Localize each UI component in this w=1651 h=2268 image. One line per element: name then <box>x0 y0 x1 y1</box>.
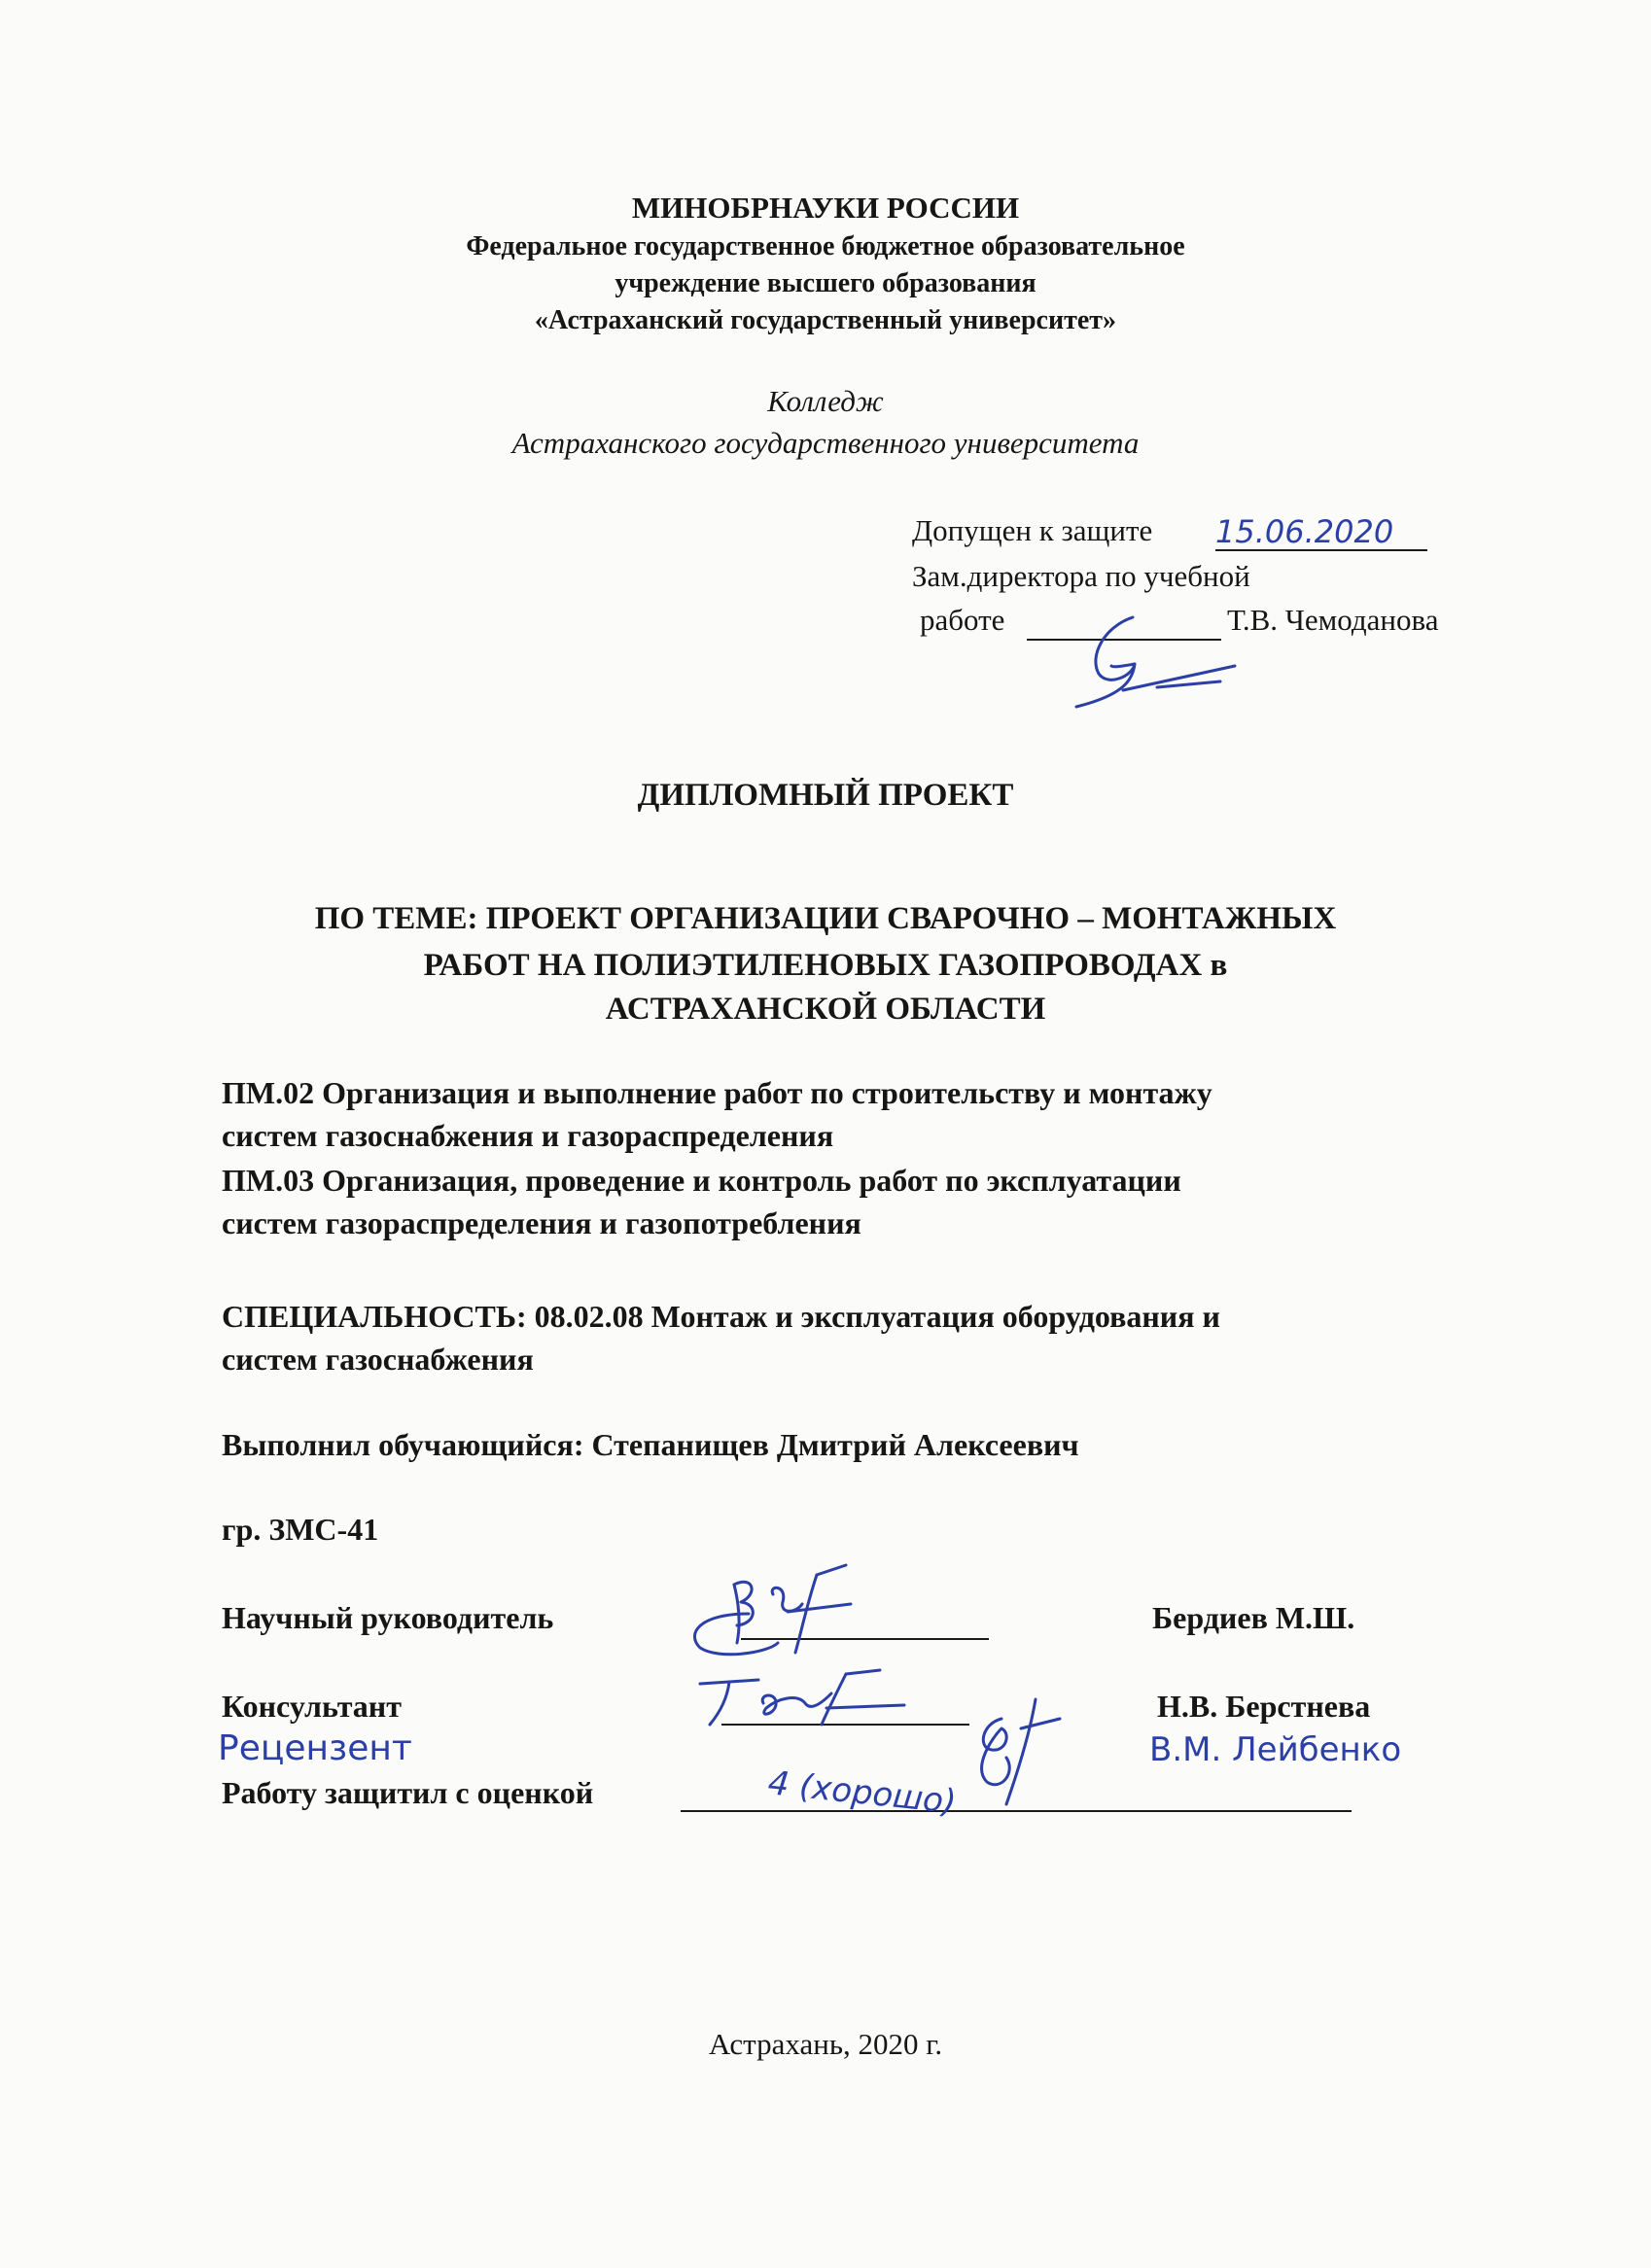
topic-line-1: ПО ТЕМЕ: ПРОЕКТ ОРГАНИЗАЦИИ СВАРОЧНО – МОНТАЖНЫХ <box>314 901 1337 936</box>
specialty-line-1: СПЕЦИАЛЬНОСТЬ: 08.02.08 Монтаж и эксплуатация оборудования и <box>222 1299 1220 1334</box>
consultant-name: Н.В. Берстнева <box>1157 1689 1371 1724</box>
city-year: Астрахань, 2020 г. <box>708 2027 943 2061</box>
university-name: «Астраханский государственный университет» <box>534 305 1117 335</box>
admitted-label: Допущен к защите <box>912 513 1153 547</box>
grade-line <box>681 1810 1352 1812</box>
reviewer-name-handwritten: В.М. Лейбенко <box>1149 1730 1402 1769</box>
module-pm02-line-2: систем газоснабжения и газораспределения <box>222 1118 834 1153</box>
institution-line-1: Федеральное государственное бюджетное образовательное <box>466 231 1185 262</box>
document-type-title: ДИПЛОМНЫЙ ПРОЕКТ <box>637 778 1014 813</box>
reviewer-signature <box>963 1690 1070 1816</box>
module-pm02-line-1: ПМ.02 Организация и выполнение работ по строительству и монтажу <box>222 1075 1212 1110</box>
consultant-label: Консультант <box>222 1689 402 1724</box>
college-line-1: Колледж <box>767 384 884 418</box>
admitted-date-handwritten: 15.06.2020 <box>1215 513 1394 550</box>
deputy-title-line-1: Зам.директора по учебной <box>912 559 1250 593</box>
deputy-title-line-2: работе <box>920 603 1005 637</box>
ministry-title: МИНОБРНАУКИ РОССИИ <box>631 191 1020 225</box>
institution-line-2: учреждение высшего образования <box>615 268 1036 298</box>
reviewer-label-handwritten: Рецензент <box>218 1728 412 1768</box>
supervisor-name: Бердиев М.Ш. <box>1152 1600 1355 1635</box>
topic-line-2: РАБОТ НА ПОЛИЭТИЛЕНОВЫХ ГАЗОПРОВОДАХ в <box>423 948 1228 983</box>
author-group: гр. ЗМС-41 <box>222 1512 379 1547</box>
supervisor-label: Научный руководитель <box>222 1600 554 1635</box>
deputy-name: Т.В. Чемоданова <box>1227 603 1439 637</box>
author-line: Выполнил обучающийся: Степанищев Дмитрий Алексеевич <box>222 1427 1079 1462</box>
specialty-line-2: систем газоснабжения <box>222 1342 534 1377</box>
consultant-signature <box>690 1664 924 1732</box>
topic-line-3: АСТРАХАНСКОЙ ОБЛАСТИ <box>605 992 1046 1027</box>
college-line-2: Астраханского государственного университета <box>511 426 1140 460</box>
module-pm03-line-2: систем газораспределения и газопотребления <box>222 1205 861 1240</box>
defended-label: Работу защитил с оценкой <box>222 1775 594 1810</box>
grade-handwritten: 4 (хорошо) <box>765 1763 959 1823</box>
supervisor-signature <box>681 1555 875 1662</box>
module-pm03-line-1: ПМ.03 Организация, проведение и контроль работ по эксплуатации <box>222 1163 1181 1198</box>
deputy-signature <box>1065 598 1249 715</box>
